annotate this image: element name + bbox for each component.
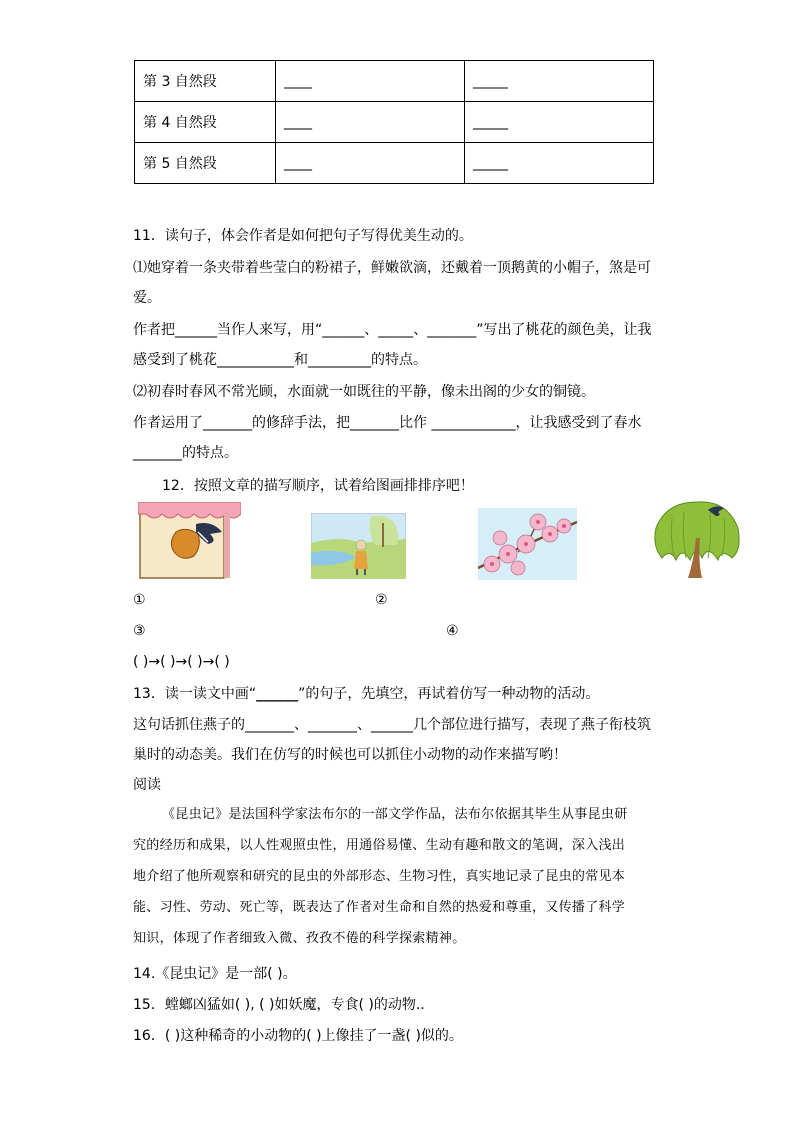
question-12-title: 12．按照文章的描写顺序，试着给图画排排序吧！ (162, 478, 474, 494)
question-11-fill-line-2-cont[interactable]: _______的特点。 (133, 445, 238, 461)
question-11-fill-line-2[interactable]: 作者运用了_______的修辞手法，把_______比作 ____________，让我感受到了春水 (133, 415, 642, 431)
question-14[interactable]: 14.《昆虫记》是一部( )。 (133, 966, 297, 982)
question-13-line-1[interactable]: 这句话抓住燕子的_______、_______、______几个部位进行描写，表现了燕子衔枝筑 (133, 717, 651, 733)
reading-line: 地介绍了他所观察和研究的昆虫的外部形态、生物习性，真实地记录了昆虫的常见本 (133, 869, 626, 884)
order-answer-line[interactable]: ( )→( )→( )→( ) (133, 654, 230, 670)
willow-tree-picture (652, 498, 742, 580)
question-11-title: 11．读句子，体会作者是如何把句子写得优美生动的。 (133, 228, 473, 244)
table-row (135, 61, 654, 102)
question-16[interactable]: 16．( )这种稀奇的小动物的( )上像挂了一盏( )似的。 (133, 1028, 463, 1044)
answer-blank[interactable]: ____ (276, 102, 465, 143)
picture-label-4: ④ (446, 623, 459, 639)
picture-label-1: ① (133, 592, 146, 608)
reading-heading: 阅读 (133, 777, 161, 793)
question-13-title-blank: ______ (256, 686, 299, 702)
answer-blank[interactable]: ____ (276, 143, 465, 184)
reading-line: 能、习性、劳动、死亡等，既表达了作者对生命和自然的热爱和尊重，又传播了科学 (133, 900, 626, 915)
spring-girl-picture (311, 513, 406, 579)
question-11-fill-line-1-cont[interactable]: 感受到了桃花___________和_________的特点。 (133, 352, 427, 368)
paragraph-table (134, 60, 654, 184)
answer-blank[interactable]: _____ (465, 143, 654, 184)
reading-line: 知识，体现了作者细致入微、孜孜不倦的科学探索精神。 (133, 931, 466, 946)
question-13-title-pre: 13．读一读文中画“ (133, 686, 257, 702)
answer-blank[interactable]: _____ (465, 102, 654, 143)
picture-label-2: ② (375, 592, 388, 608)
question-11-sentence-2: ⑵初春时春风不常光顾，水面就一如既往的平静，像未出阁的少女的铜镜。 (133, 384, 595, 400)
answer-blank[interactable]: _____ (465, 61, 654, 102)
swallow-nest-picture (138, 502, 241, 580)
reading-line: 《昆虫记》是法国科学家法布尔的一部文学作品，法布尔依据其毕生从事昆虫研 (162, 807, 628, 822)
table-row (135, 143, 654, 184)
table-row (135, 102, 654, 143)
reading-line: 究的经历和成果，以人性观照虫性，用通俗易懂、生动有趣和散文的笔调，深入浅出 (133, 838, 626, 853)
answer-blank[interactable]: ____ (276, 61, 465, 102)
question-13-title-post: ”的句子，先填空，再试着仿写一种动物的活动。 (298, 686, 600, 702)
row-label: 第 4 自然段 (135, 102, 276, 143)
question-13-title (133, 684, 599, 704)
picture-label-3: ③ (133, 623, 146, 639)
question-11-sentence-1-cont: 爱。 (133, 290, 161, 306)
peach-blossom-picture (478, 508, 577, 580)
row-label: 第 5 自然段 (135, 143, 276, 184)
question-15[interactable]: 15．螳螂凶猛如( ), ( )如妖魔，专食( )的动物.. (133, 997, 425, 1013)
row-label: 第 3 自然段 (135, 61, 276, 102)
question-13-line-2: 巢时的动态美。我们在仿写的时候也可以抓住小动物的动作来描写哟！ (133, 747, 567, 763)
question-11-sentence-1: ⑴她穿着一条夹带着些莹白的粉裙子，鲜嫩欲滴，还戴着一顶鹅黄的小帽子，煞是可 (133, 260, 651, 276)
question-11-fill-line-1[interactable]: 作者把______当作人来写，用“______、_____、_______”写出了桃花的颜色美，让我 (133, 322, 652, 338)
